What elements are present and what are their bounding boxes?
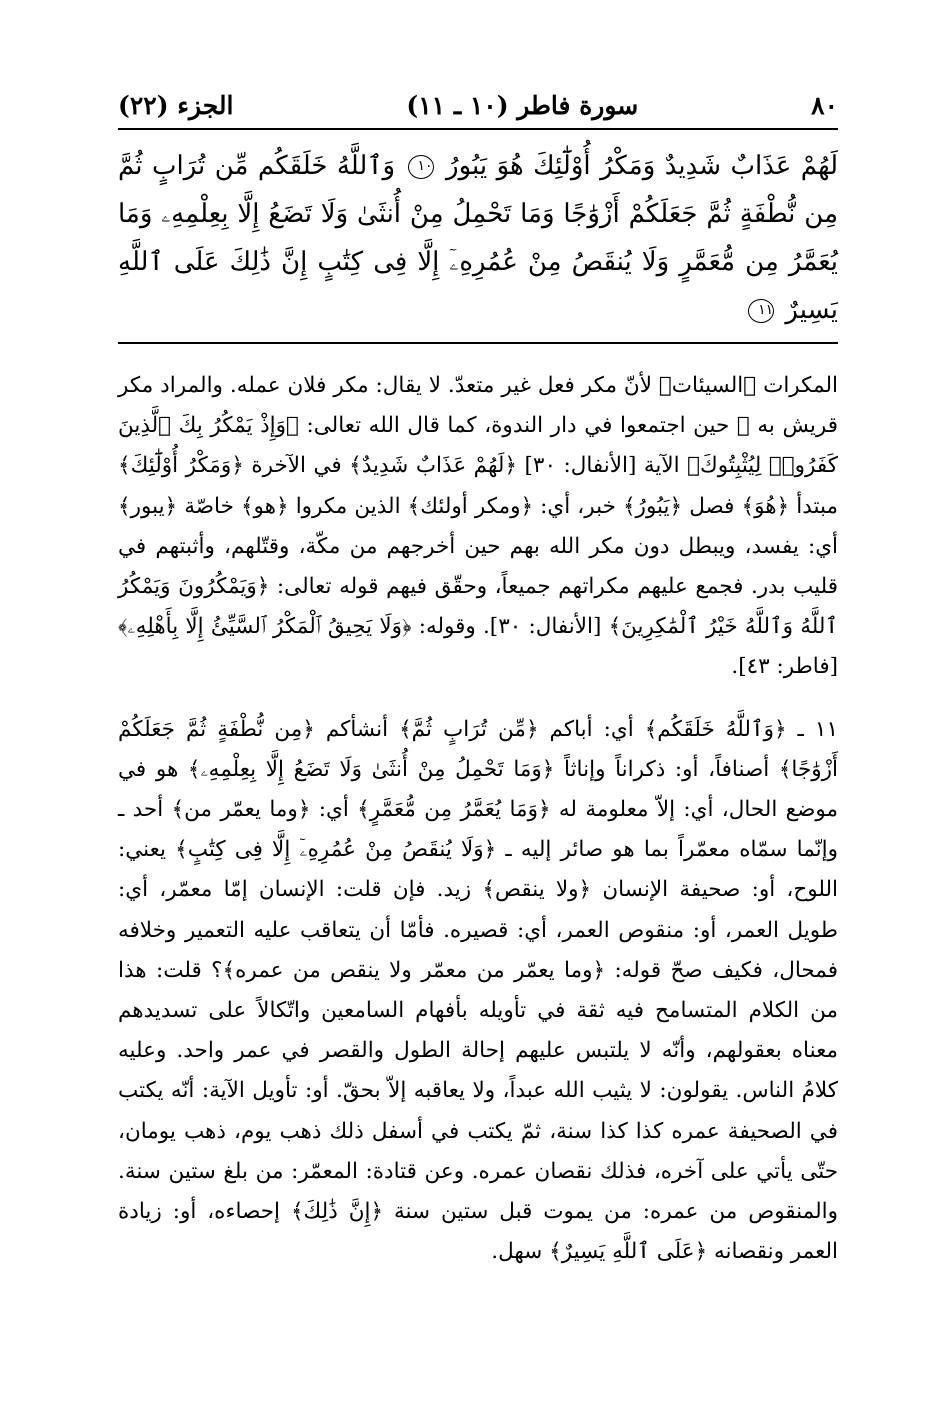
commentary — [118, 366, 838, 1272]
ayah-number-11: ١١ — [748, 299, 774, 323]
page-number: ٨٠ — [811, 91, 838, 120]
juz-label: الجزء (٢٢) — [118, 91, 234, 120]
quran-text — [118, 130, 838, 342]
surah-title: سورة فاطر (١٠ ـ ١١) — [406, 91, 639, 120]
page-header — [118, 84, 838, 128]
quran-verse-11: وَٱللَّهُ خَلَقَكُم مِّن تُرَابٍ ثُمَّ مِن نُّطْفَةٍ ثُمَّ جَعَلَكُمْ أَزْوَٰجًا وَمَا تَحْمِلُ مِنْ أُنثَىٰ وَلَا تَضَعُ إِلَّا بِعِلْمِهِۦ وَمَا يُعَمَّرُ مِن مُّعَمَّرٍ وَلَا يُنقَصُ مِنْ عُمُرِهِۦٓ إِلَّا فِى كِتَٰبٍ إِنَّ ذَٰلِكَ عَلَى ٱللَّهِ يَسِيرٌ — [118, 151, 838, 325]
quran-rule — [118, 342, 838, 344]
ayah-number-10: ١٠ — [408, 155, 434, 179]
book-page — [118, 84, 838, 1272]
commentary-paragraph-2: ١١ ـ ﴿وَٱللَّهُ خَلَقَكُم﴾ أي: أباكم ﴿مِّن تُرَابٍ ثُمَّ﴾ أنشأكم ﴿مِن نُّطْفَةٍ ثُمَّ جَعَلَكُمْ أَزْوَٰجًا﴾ أصنافاً، أو: ذكراناً وإناثاً ﴿وَمَا تَحْمِلُ مِنْ أُنثَىٰ وَلَا تَضَعُ إِلَّا بِعِلْمِهِۦ﴾ هو في موضع الحال، أي: إلاّ معلومة له ﴿وَمَا يُعَمَّرُ مِن مُّعَمَّرٍ﴾ أي: ﴿وما يعمّر من﴾ أحد ـ وإنّما سمّاه معمّراً بما هو صائر إليه ـ ﴿وَلَا يُنقَصُ مِنْ عُمُرِهِۦٓ إِلَّا فِى كِتَٰبٍ﴾ يعني: اللوح، أو: صحيفة الإنسان ﴿ولا ينقص﴾ زيد. فإن قلت: الإنسان إمّا معمّر، أي: طويل العمر، أو: منقوص العمر، أي: قصيره. فأمّا أن يتعاقب عليه التعمير وخلافه فمحال، فكيف صحّ قوله: ﴿وما يعمّر من معمّر ولا ينقص من عمره﴾؟ قلت: هذا من الكلام المتسامح فيه ثقة في تأويله بأفهام السامعين واتّكالاً على تسديدهم معناه بعقولهم، وأنّه لا يلتبس عليهم إحالة الطول والقصر في عمر واحد. وعليه كلامُ الناس. يقولون: لا يثيب الله عبداً، ولا يعاقبه إلاّ بحقّ. أو: تأويل الآية: أنّه يكتب في الصحيفة عمره كذا كذا سنة، ثمّ يكتب في أسفل ذلك ذهب يوم، ذهب يومان، حتّى يأتي على آخره، فذلك نقصان عمره. وعن قتادة: المعمّر: من بلغ ستين سنة. والمنقوص من عمره: من يموت قبل ستين سنة ﴿إِنَّ ذَٰلِكَ﴾ إحصاءه، أو: زيادة العمر ونقصانه ﴿عَلَى ٱللَّهِ يَسِيرٌ﴾ سهل. — [118, 716, 838, 1265]
commentary-paragraph-1: المكرات ﴿السيئات﴾ لأنّ مكر فعل غير متعدّ. لا يقال: مكر فلان عمله. والمراد مكر قريش به ﷺ حين اجتمعوا في دار الندوة، كما قال الله تعالى: ﴿وَإِذْ يَمْكُرُ بِكَ ٱلَّذِينَ كَفَرُوا۟ لِيُثْبِتُوكَ﴾ الآية [الأنفال: ٣٠] ﴿لَهُمْ عَذَابٌ شَدِيدٌ﴾ في الآخرة ﴿وَمَكْرُ أُوْلَٰٓئِكَ﴾ مبتدأ ﴿هُوَ﴾ فصل ﴿يَبُورُ﴾ خبر، أي: ﴿ومكر أولئك﴾ الذين مكروا ﴿هو﴾ خاصّة ﴿يبور﴾ أي: يفسد، ويبطل دون مكر الله بهم حين أخرجهم من مكّة، وقتّلهم، وأثبتهم في قليب بدر. فجمع عليهم مكراتهم جميعاً، وحقّق فيهم قوله تعالى: ﴿وَيَمْكُرُونَ وَيَمْكُرُ ٱللَّهُ وَٱللَّهُ خَيْرُ ٱلْمَٰكِرِينَ﴾ [الأنفال: ٣٠]. وقوله: ﴿وَلَا يَحِيقُ ٱلْمَكْرُ ٱلسَّيِّئُ إِلَّا بِأَهْلِهِۦ﴾ [فاطر: ٤٣]. — [118, 373, 838, 680]
quran-verse-10: لَهُمْ عَذَابٌ شَدِيدٌ وَمَكْرُ أُوْلَٰٓئِكَ هُوَ يَبُورُ — [446, 151, 839, 181]
